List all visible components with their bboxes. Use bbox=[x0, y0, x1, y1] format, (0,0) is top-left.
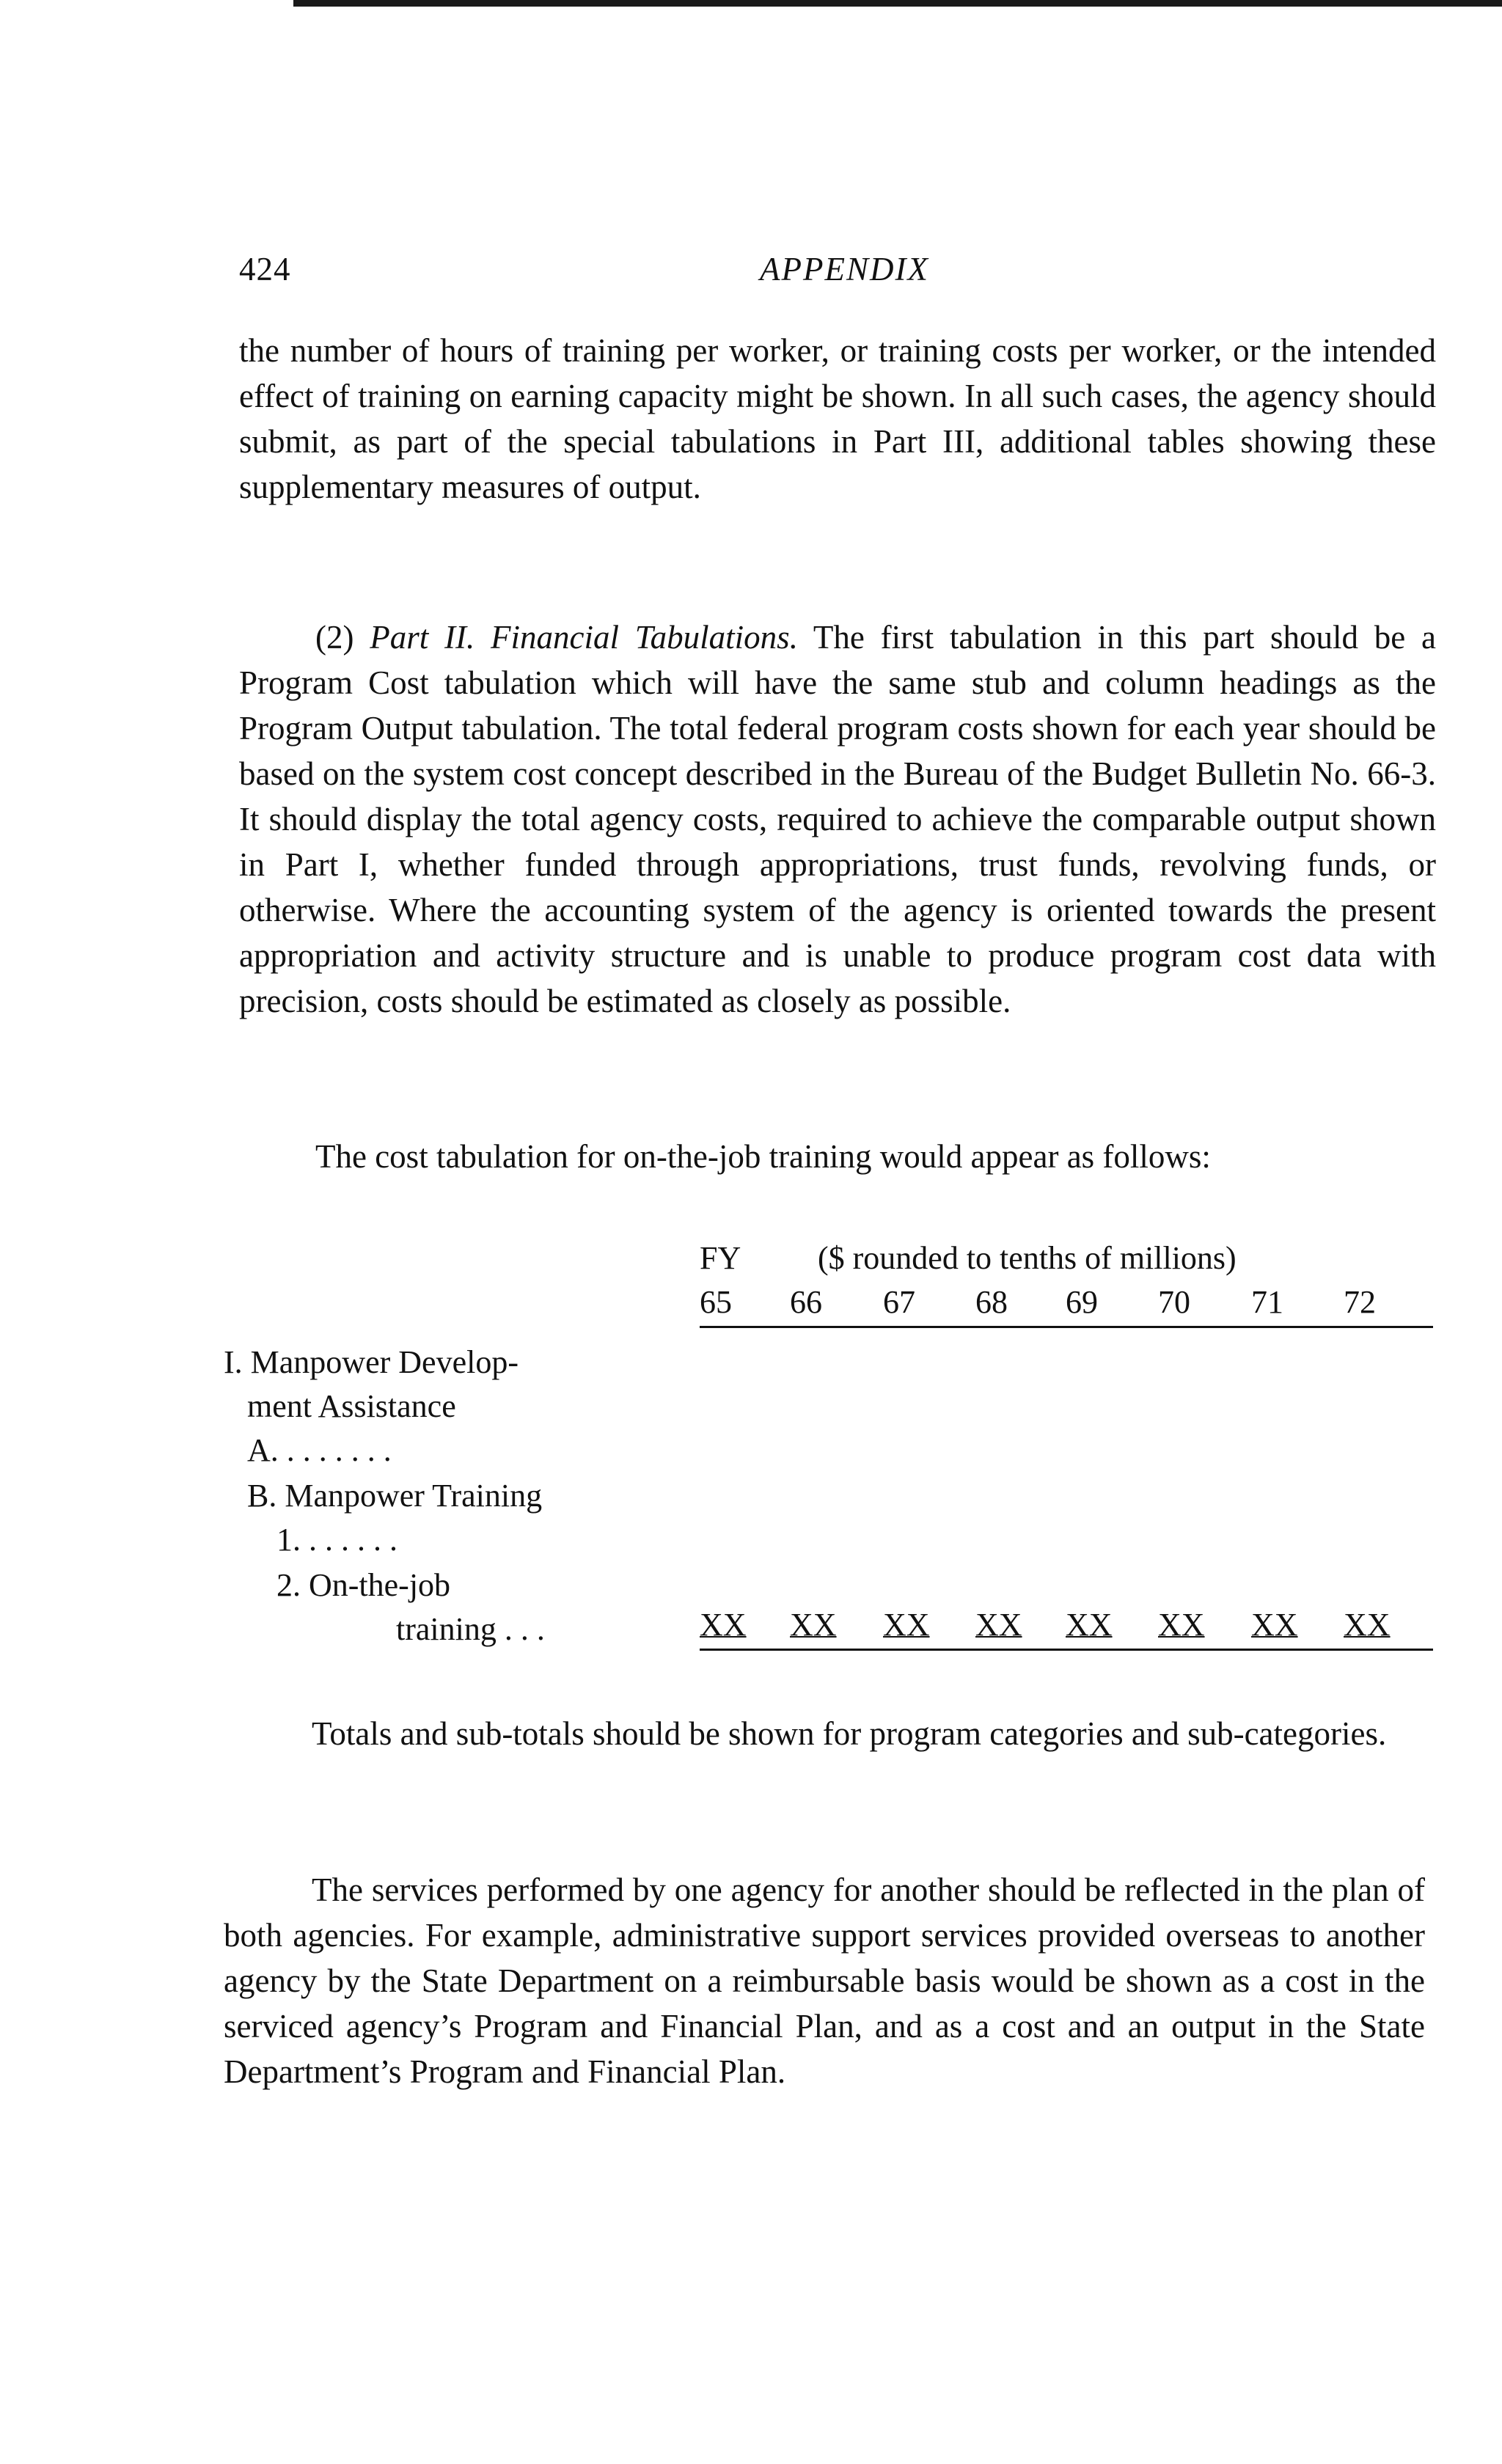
stub-line: 1. . . . . . . bbox=[276, 1522, 398, 1558]
paragraph-2-lead: (2) bbox=[315, 619, 370, 656]
year-cell: 66 bbox=[790, 1284, 822, 1320]
value-cell: XX bbox=[1251, 1607, 1298, 1643]
value-cell: XX bbox=[1066, 1607, 1113, 1643]
stub-line: B. Manpower Training bbox=[247, 1478, 543, 1514]
page-number: 424 bbox=[239, 251, 291, 287]
stub-line: I. Manpower Develop- bbox=[224, 1344, 519, 1380]
paragraph-3: The cost tabulation for on-the-job training would appear as follows: bbox=[315, 1138, 1211, 1175]
year-cell: 69 bbox=[1066, 1284, 1098, 1320]
value-cell: XX bbox=[1344, 1607, 1391, 1643]
stub-line: A. . . . . . . . bbox=[247, 1432, 392, 1468]
paragraph-4: Totals and sub-totals should be shown for program categories and sub-categories. bbox=[312, 1715, 1387, 1752]
year-cell: 71 bbox=[1251, 1284, 1283, 1320]
value-cell: XX bbox=[883, 1607, 930, 1643]
unit-label: ($ rounded to tenths of millions) bbox=[818, 1240, 1237, 1276]
value-cell: XX bbox=[1158, 1607, 1205, 1643]
year-cell: 68 bbox=[975, 1284, 1008, 1320]
value-cell: XX bbox=[790, 1607, 837, 1643]
on-the-job-training-row bbox=[700, 1603, 1433, 1651]
year-cell: 65 bbox=[700, 1284, 732, 1320]
section-heading: Part II. Financial Tabulations. bbox=[370, 619, 798, 656]
cost-tabulation-table bbox=[224, 1236, 1434, 1662]
year-cell: 72 bbox=[1344, 1284, 1376, 1320]
running-head: APPENDIX bbox=[760, 251, 929, 287]
value-cell: XX bbox=[700, 1607, 747, 1643]
value-cell: XX bbox=[975, 1607, 1022, 1643]
paragraph-2 bbox=[239, 615, 1436, 1024]
stub-line: 2. On-the-job bbox=[276, 1567, 451, 1603]
top-rule bbox=[293, 0, 1502, 7]
stub-line: ment Assistance bbox=[247, 1388, 456, 1424]
fy-label: FY bbox=[700, 1240, 741, 1276]
year-cell: 67 bbox=[883, 1284, 915, 1320]
year-header-row bbox=[700, 1280, 1433, 1328]
paragraph-5: The services performed by one agency for another should be reflected in the plan of both agencies. For example, administrative support services provided overseas to another agency by the State Department on a reimbursable basis would be shown as a cost in the serviced agency’s Program and Financial Plan, and as a cost and an output in the State Department’s Program and Financial Plan. bbox=[224, 1871, 1425, 2090]
stub-line: training . . . bbox=[396, 1611, 545, 1647]
year-cell: 70 bbox=[1158, 1284, 1190, 1320]
paragraph-1: the number of hours of training per worker, or training costs per worker, or the intended effect of training on earning capacity might be shown. In all such cases, the agency should submit, as part of the special tabulations in Part III, additional tables showing these supplementary measures of output. bbox=[239, 332, 1436, 505]
paragraph-2-text: The first tabulation in this part should be a Program Cost tabulation which will have the same stub and column headings as the Program Output tabulation. The total federal program costs shown for each year should be based on the system cost concept described in the Bureau of the Budget Bulletin No. 66-3. It should display the total agency costs, required to achieve the comparable output shown in Part I, whether funded through appropriations, trust funds, revolving funds, or otherwise. Where the accounting system of the agency is oriented towards the present appropriation and activity structure and is unable to produce program cost data with precision, costs should be estimated as closely as possible. bbox=[239, 619, 1436, 1019]
